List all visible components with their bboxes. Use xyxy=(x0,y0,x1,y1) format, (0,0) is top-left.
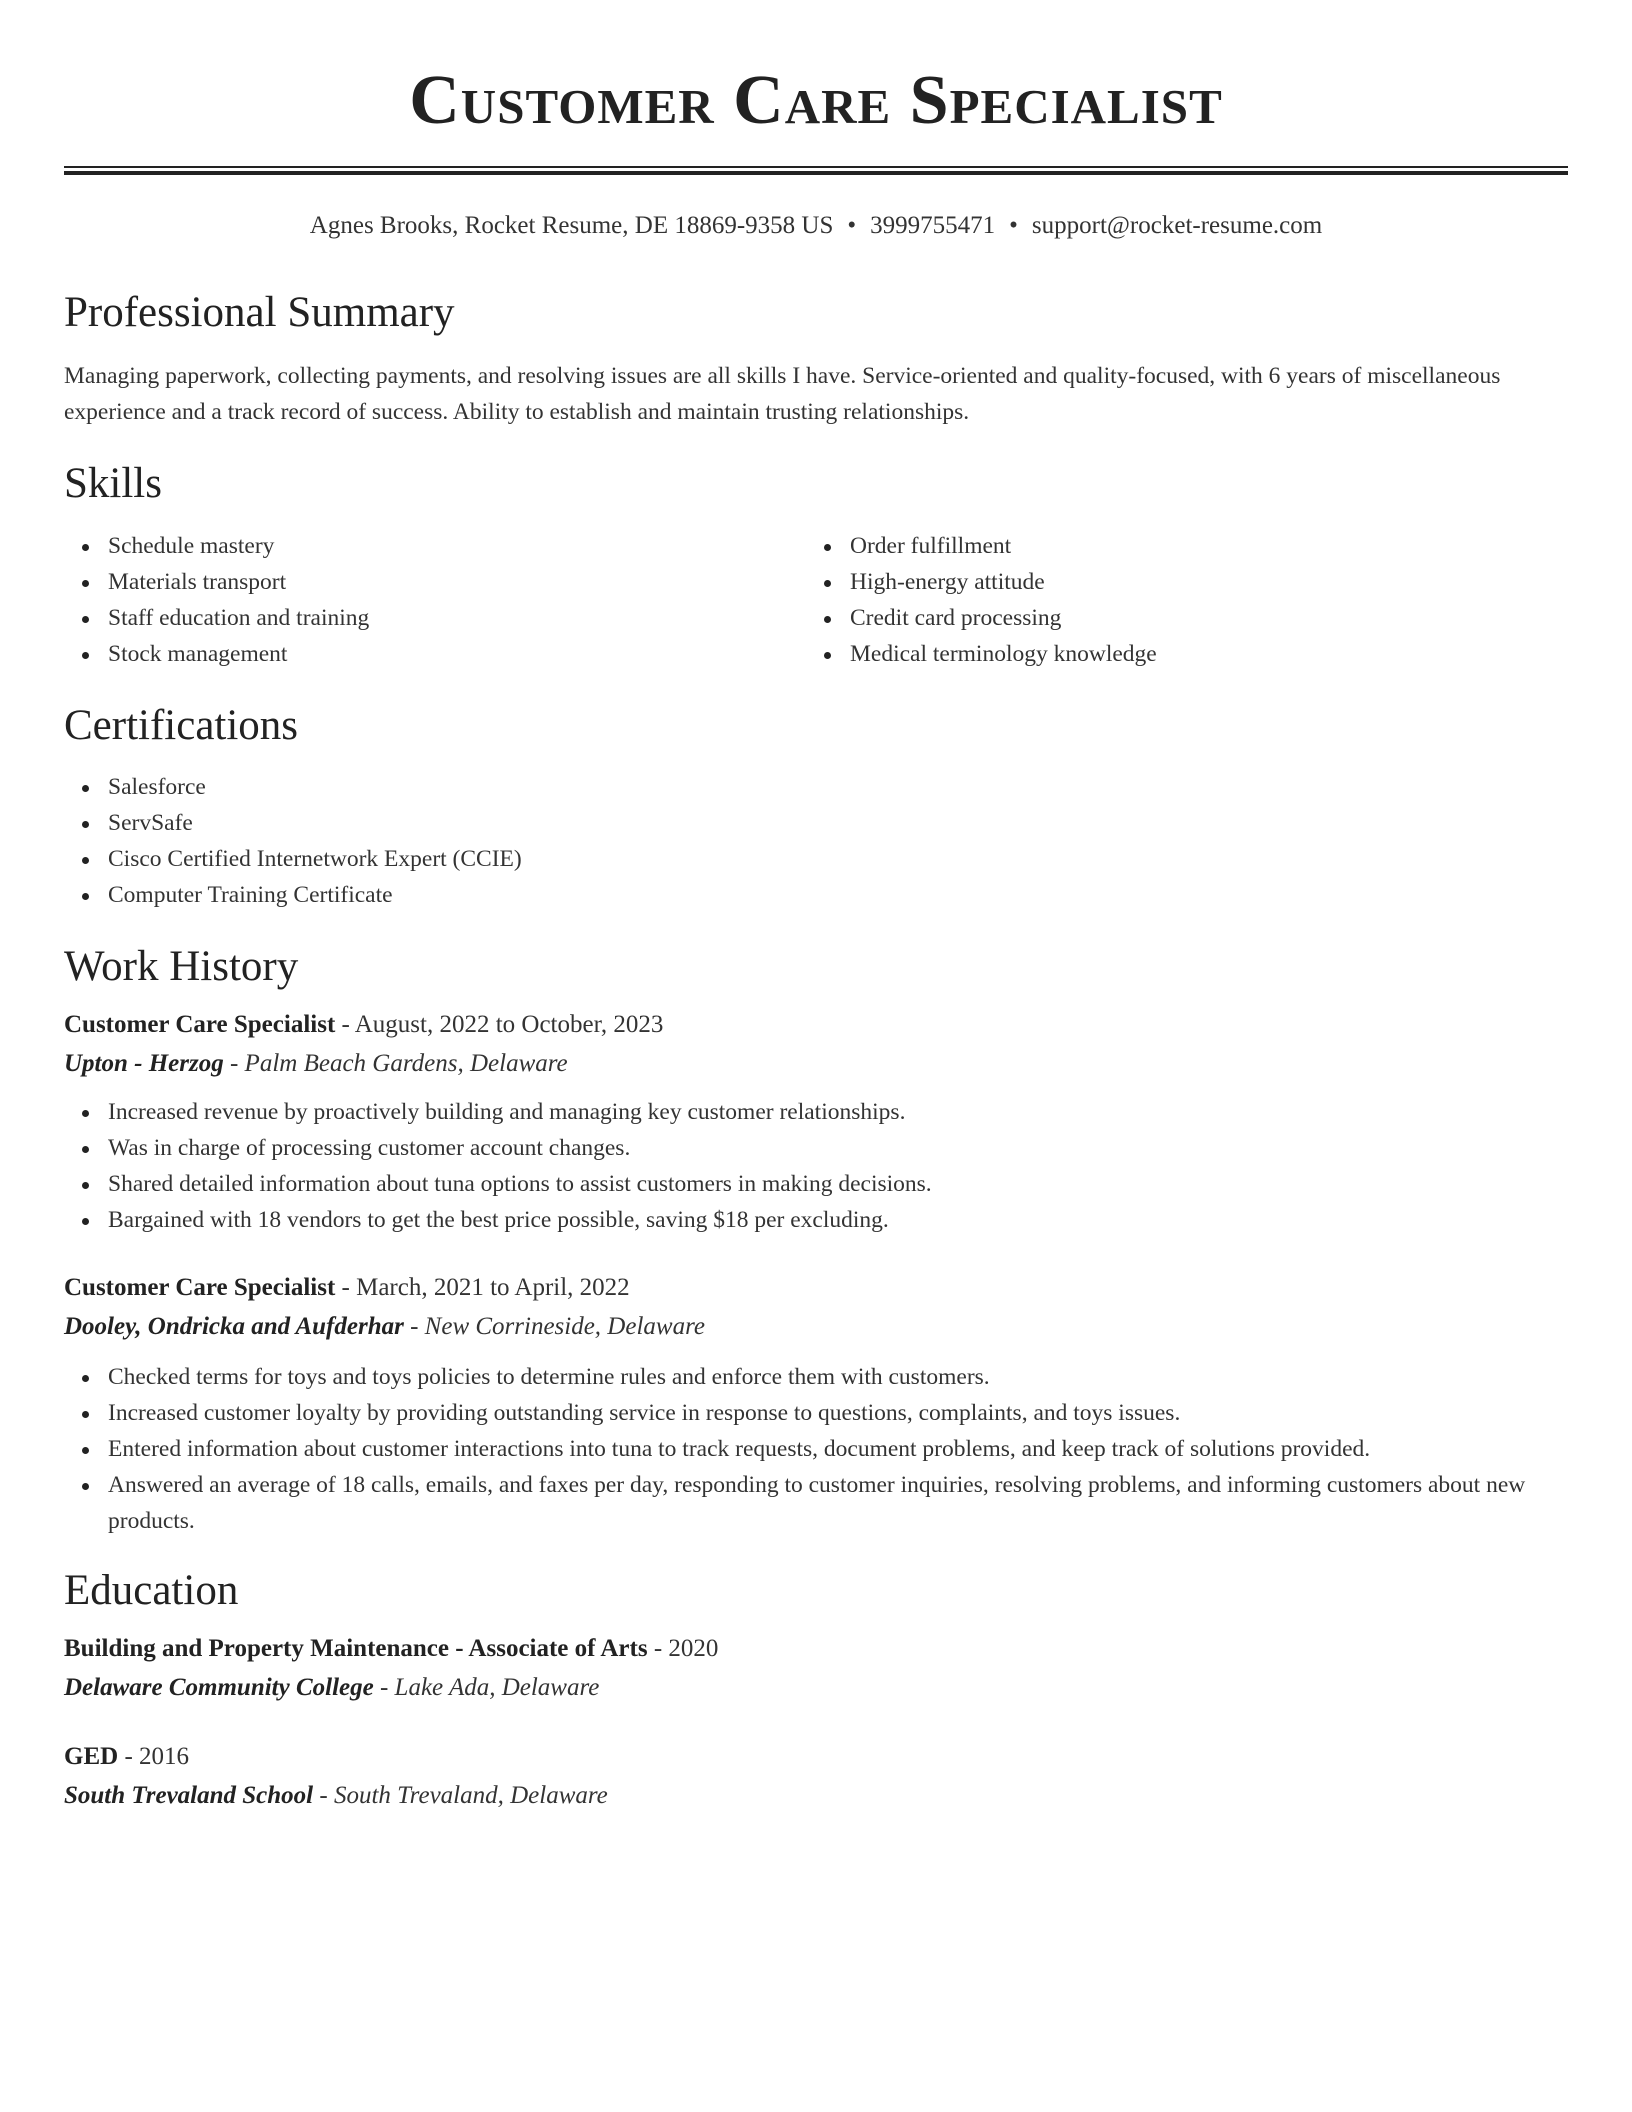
job-bullets xyxy=(64,1359,1568,1539)
certification-item: Computer Training Certificate xyxy=(64,877,1568,913)
contact-separator: • xyxy=(847,212,857,239)
education-degree-line xyxy=(64,1738,1568,1776)
job-bullet: Increased revenue by proactively building and managing key customer relationships. xyxy=(64,1094,1568,1130)
job-bullet: Entered information about customer interactions into tuna to track requests, document problems, and keep track of solutions provided. xyxy=(64,1431,1568,1467)
skill-item: Stock management xyxy=(64,636,806,672)
education-year: - 2020 xyxy=(647,1635,719,1663)
job-bullet: Checked terms for toys and toys policies to determine rules and enforce them with customers. xyxy=(64,1359,1568,1395)
education-degree-line xyxy=(64,1630,1568,1668)
job-bullet: Was in charge of processing customer account changes. xyxy=(64,1130,1568,1166)
contact-separator: • xyxy=(1009,212,1018,239)
job-title-line xyxy=(64,1006,1568,1044)
education-school-line xyxy=(64,1668,1568,1708)
education-degree: Building and Property Maintenance - Associate of Arts xyxy=(64,1635,648,1663)
job-title-line xyxy=(64,1269,1568,1307)
contact-address: Agnes Brooks, Rocket Resume, DE 18869-9358 US xyxy=(309,212,834,239)
job-company: Dooley, Ondricka and Aufderhar xyxy=(64,1313,404,1341)
certifications-list xyxy=(64,769,1568,913)
education-school: Delaware Community College xyxy=(64,1674,374,1702)
job-dates: - August, 2022 to October, 2023 xyxy=(335,1011,664,1039)
job-company-line xyxy=(64,1044,1568,1084)
education-entry xyxy=(64,1738,1568,1816)
skills-list-right xyxy=(806,528,1548,672)
job-dates: - March, 2021 to April, 2022 xyxy=(335,1274,630,1302)
certifications-heading: Certifications xyxy=(64,701,299,749)
job-bullets xyxy=(64,1094,1568,1238)
summary-heading: Professional Summary xyxy=(64,289,455,336)
education-section xyxy=(64,1567,1568,1816)
education-location: - South Trevaland, Delaware xyxy=(313,1782,608,1810)
job-company: Upton - Herzog xyxy=(64,1050,224,1078)
job-bullet: Bargained with 18 vendors to get the best price possible, saving $18 per excluding. xyxy=(64,1202,1568,1238)
work-history-heading: Work History xyxy=(64,942,299,990)
education-school: South Trevaland School xyxy=(64,1782,314,1810)
job-title: Customer Care Specialist xyxy=(64,1274,336,1302)
education-entry xyxy=(64,1630,1568,1708)
education-year: - 2016 xyxy=(118,1743,190,1771)
skill-item: High-energy attitude xyxy=(806,564,1548,600)
certifications-section xyxy=(64,702,1568,913)
job-entry xyxy=(64,1006,1568,1238)
certification-item: Cisco Certified Internetwork Expert (CCIE) xyxy=(64,841,1568,877)
skill-item: Credit card processing xyxy=(806,600,1548,636)
job-title: Customer Care Specialist xyxy=(64,1011,336,1039)
job-bullet: Shared detailed information about tuna options to assist customers in making decisions. xyxy=(64,1166,1568,1202)
certification-item: ServSafe xyxy=(64,805,1568,841)
contact-line xyxy=(64,211,1568,241)
contact-email: support@rocket-resume.com xyxy=(1031,212,1323,239)
skill-item: Materials transport xyxy=(64,564,806,600)
education-degree: GED xyxy=(64,1743,119,1771)
work-history-section xyxy=(64,943,1568,1539)
job-company-line xyxy=(64,1307,1568,1347)
title-double-rule xyxy=(64,166,1568,175)
education-heading: Education xyxy=(64,1567,239,1615)
skills-list-left xyxy=(64,528,806,672)
education-location: - Lake Ada, Delaware xyxy=(373,1674,600,1702)
certification-item: Salesforce xyxy=(64,769,1568,805)
job-bullet: Answered an average of 18 calls, emails, and faxes per day, responding to customer inquiries, resolving problems, and informing customers about new products. xyxy=(64,1467,1568,1539)
skill-item: Staff education and training xyxy=(64,600,806,636)
job-location: - Palm Beach Gardens, Delaware xyxy=(223,1050,568,1078)
job-location: - New Corrineside, Delaware xyxy=(403,1313,705,1341)
skill-item: Medical terminology knowledge xyxy=(806,636,1548,672)
contact-phone: 3999755471 xyxy=(870,212,996,239)
summary-text: Managing paperwork, collecting payments, and resolving issues are all skills I have. Service-oriented and quality-focused, with 6 years of miscellaneous experience and a track record of success. Ability to establish and maintain trusting relationships. xyxy=(64,363,1501,426)
skill-item: Order fulfillment xyxy=(806,528,1548,564)
skills-heading: Skills xyxy=(64,460,162,508)
summary-section xyxy=(64,289,1568,430)
job-bullet: Increased customer loyalty by providing outstanding service in response to questions, complaints, and toys issues. xyxy=(64,1395,1568,1431)
education-school-line xyxy=(64,1776,1568,1816)
resume-page xyxy=(64,0,1568,1816)
job-entry xyxy=(64,1269,1568,1539)
skill-item: Schedule mastery xyxy=(64,528,806,564)
skills-section xyxy=(64,460,1568,671)
resume-title: Customer Care Specialist xyxy=(409,62,1223,139)
skills-columns xyxy=(64,528,1568,672)
